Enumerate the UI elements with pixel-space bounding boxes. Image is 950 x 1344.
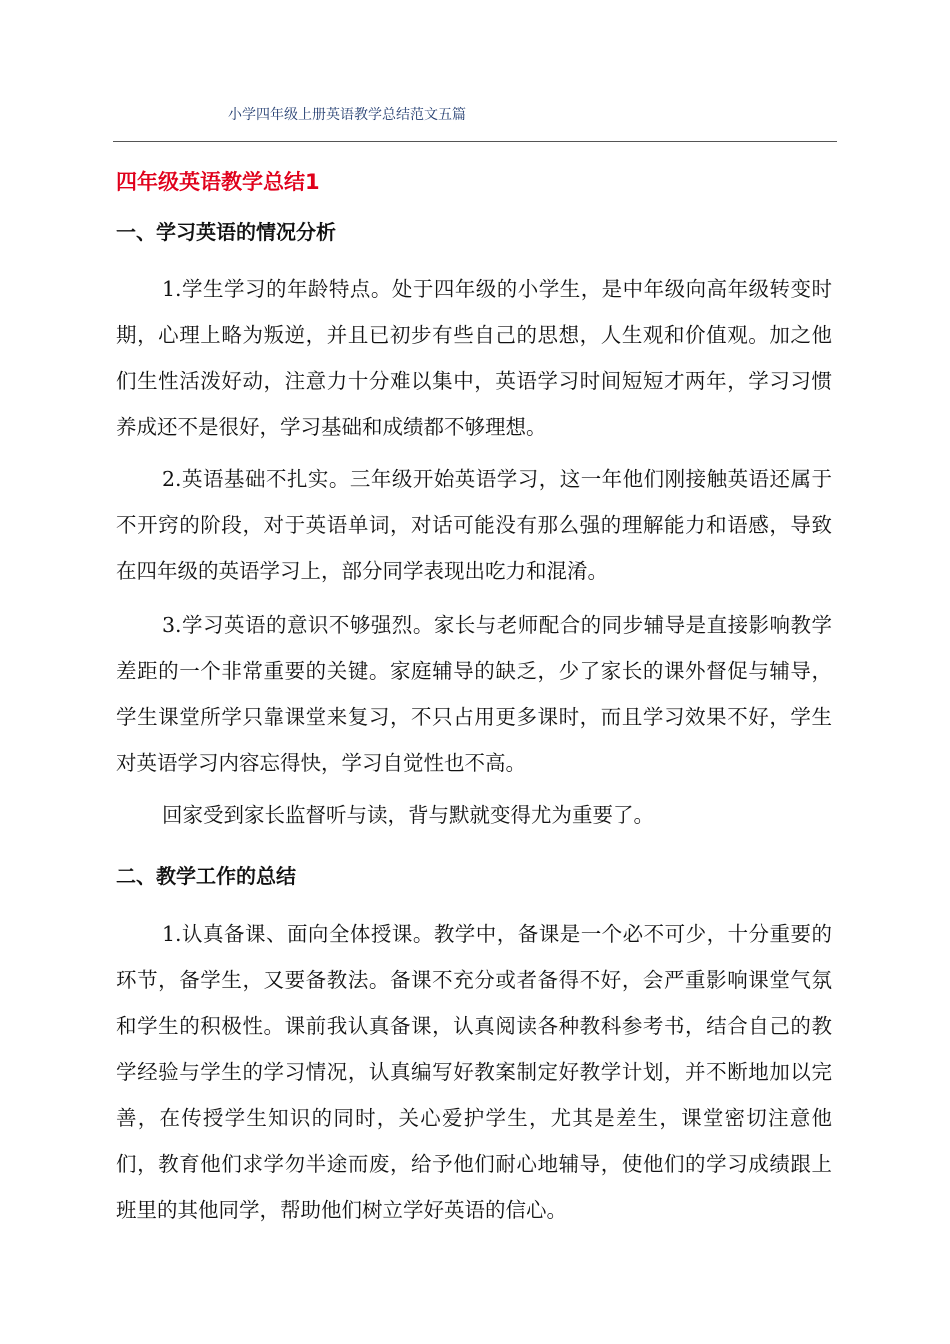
- document-title: 四年级英语教学总结1: [116, 170, 320, 194]
- header-rule: [113, 141, 837, 142]
- running-header: 小学四年级上册英语教学总结范文五篇: [228, 107, 466, 123]
- paragraph: 1.学生学习的年龄特点。处于四年级的小学生，是中年级向高年级转变时期，心理上略为叛逆，并且已初步有些自己的思想，人生观和价值观。加之他们生性活泼好动，注意力十分难以集中，英语学习时间短短才两年，学习习惯养成还不是很好，学习基础和成绩都不够理想。: [116, 277, 832, 439]
- section-heading-2: 二、教学工作的总结: [116, 864, 296, 888]
- section-heading-1: 一、学习英语的情况分析: [116, 220, 336, 244]
- paragraph: 1.认真备课、面向全体授课。教学中，备课是一个必不可少，十分重要的环节，备学生，又要备教法。备课不充分或者备得不好，会严重影响课堂气氛和学生的积极性。课前我认真备课，认真阅读各种教科参考书，结合自己的教学经验与学生的学习情况，认真编写好教案制定好教学计划，并不断地加以完善，在传授学生知识的同时，关心爱护学生，尤其是差生，课堂密切注意他们，教育他们求学勿半途而废，给予他们耐心地辅导，使他们的学习成绩跟上班里的其他同学，帮助他们树立学好英语的信心。: [116, 922, 832, 1222]
- paragraph: 2.英语基础不扎实。三年级开始英语学习，这一年他们刚接触英语还属于不开窍的阶段，对于英语单词，对话可能没有那么强的理解能力和语感，导致在四年级的英语学习上，部分同学表现出吃力和混淆。: [116, 467, 832, 583]
- paragraph: 3.学习英语的意识不够强烈。家长与老师配合的同步辅导是直接影响教学差距的一个非常重要的关键。家庭辅导的缺乏，少了家长的课外督促与辅导，学生课堂所学只靠课堂来复习，不只占用更多课时，而且学习效果不好，学生对英语学习内容忘得快，学习自觉性也不高。: [116, 613, 832, 775]
- paragraph: 回家受到家长监督听与读，背与默就变得尤为重要了。: [162, 803, 654, 827]
